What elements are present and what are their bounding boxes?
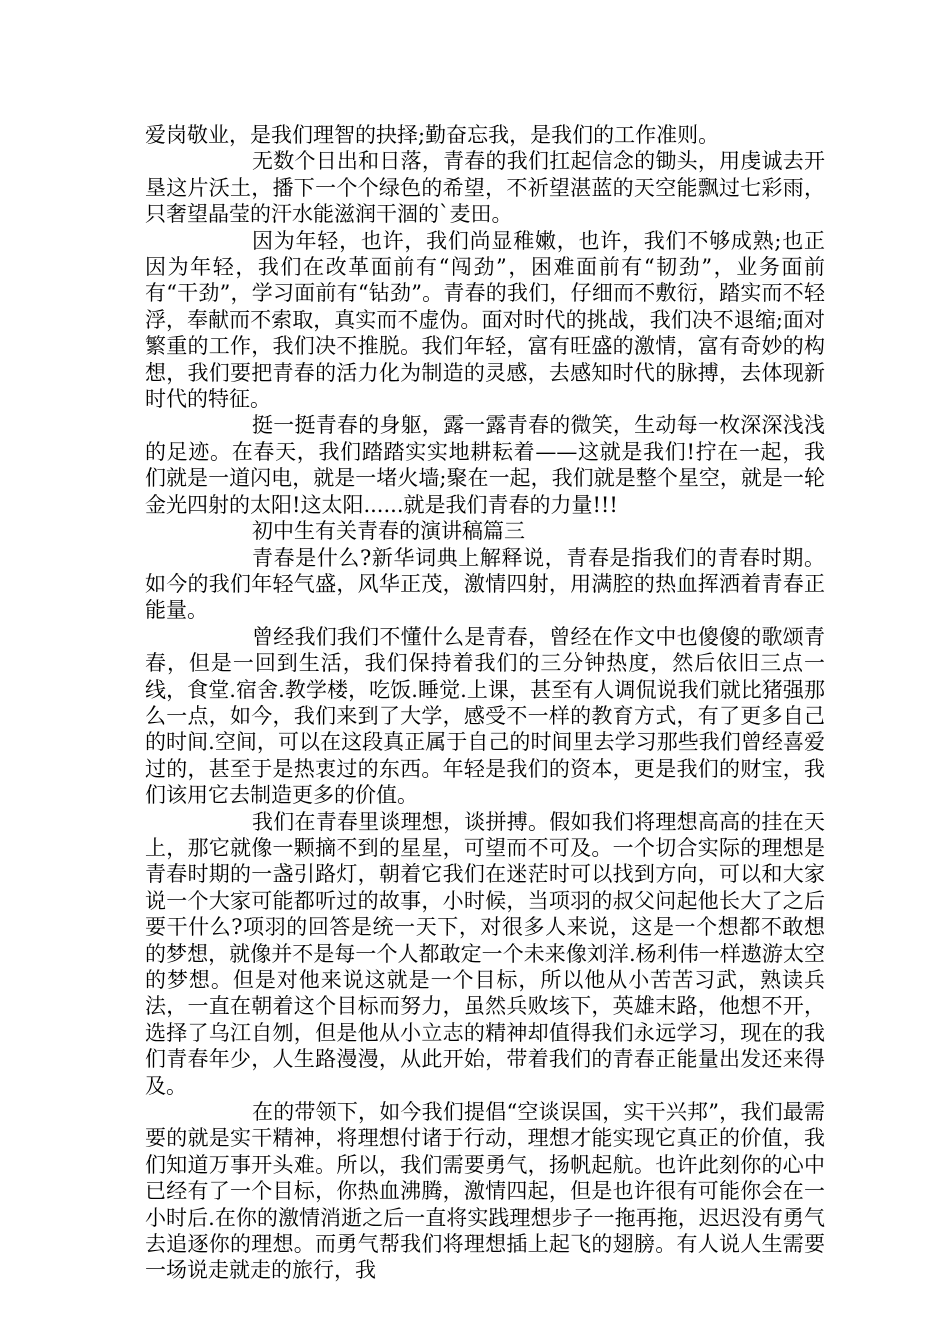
paragraph-4: 挺一挺青春的身躯，露一露青春的微笑，生动每一枚深深浅浅的足迹。在春天，我们踏踏实实地耕耘着——这就是我们!拧在一起，我们就是一道闪电，就是一堵火墙;聚在一起，我们就是整个星空，就是一轮金光四射的太阳!这太阳......就是我们青春的力量!!! [145, 413, 825, 517]
paragraph-7: 我们在青春里谈理想，谈拼搏。假如我们将理想高高的挂在天上，那它就像一颗摘不到的星星，可望而不可及。一个切合实际的理想是青春时期的一盏引路灯，朝着它我们在迷茫时可以找到方向，可以和大家说一个大家可能都听过的故事，小时候，当项羽的叔父问起他长大了之后要干什么?项羽的回答是统一天下，对很多人来说，这是一个想都不敢想的梦想，就像并不是每一个人都敢定一个未来像刘洋.杨利伟一样遨游太空的梦想。但是对他来说这就是一个目标，所以他从小苦苦习武，熟读兵法，一直在朝着这个目标而努力，虽然兵败垓下，英雄末路，他想不开，选择了乌江自刎，但是他从小立志的精神却值得我们永远学习，现在的我们青春年少，人生路漫漫，从此开始，带着我们的青春正能量出发还来得及。 [145, 809, 825, 1098]
section-heading: 初中生有关青春的演讲稿篇三 [252, 519, 525, 544]
paragraph-8: 在的带领下，如今我们提倡“空谈误国，实干兴邦”，我们最需要的就是实干精神，将理想付诸于行动，理想才能实现它真正的价值，我们知道万事开头难。所以，我们需要勇气，扬帆起航。也许此刻你的心中已经有了一个目标，你热血沸腾，激情四起，但是也许很有可能你会在一小时后.在你的激情消逝之后一直将实践理想步子一拖再拖，迟迟没有勇气去追逐你的理想。而勇气帮我们将理想插上起飞的翅膀。有人说人生需要一场说走就走的旅行，我 [145, 1100, 825, 1283]
paragraph-5: 青春是什么?新华词典上解释说，青春是指我们的青春时期。如今的我们年轻气盛，风华正茂，激情四射，用满腔的热血挥洒着青春正能量。 [145, 545, 825, 623]
paragraph-2: 无数个日出和日落，青春的我们扛起信念的锄头，用虔诚去开垦这片沃土，播下一个个绿色的希望，不祈望湛蓝的天空能飘过七彩雨，只奢望晶莹的汗水能滋润干涸的`麦田。 [145, 149, 825, 227]
paragraph-3: 因为年轻，也许，我们尚显稚嫩，也许，我们不够成熟;也正因为年轻，我们在改革面前有“闯劲”，困难面前有“韧劲”，业务面前有“干劲”，学习面前有“钻劲”。青春的我们，仔细而不敷衍，踏实而不轻浮，奉献而不索取，真实而不虚伪。面对时代的挑战，我们决不退缩;面对繁重的工作，我们决不推脱。我们年轻，富有旺盛的激情，富有奇妙的构想，我们要把青春的活力化为制造的灵感，去感知时代的脉搏，去体现新时代的特征。 [145, 228, 825, 412]
paragraph-1: 爱岗敬业，是我们理智的抉择;勤奋忘我，是我们的工作准则。 [145, 123, 720, 147]
paragraph-6: 曾经我们我们不懂什么是青春，曾经在作文中也傻傻的歌颂青春，但是一回到生活，我们保持着我们的三分钟热度，然后依旧三点一线，食堂.宿舍.教学楼，吃饭.睡觉.上课，甚至有人调侃说我们就比猪强那么一点，如今，我们来到了大学，感受不一样的教育方式，有了更多自己的时间.空间，可以在这段真正属于自己的时间里去学习那些我们曾经喜爱过的，甚至于是热衷过的东西。年轻是我们的资本，更是我们的财宝，我们该用它去制造更多的价值。 [145, 624, 825, 808]
document-body [145, 122, 825, 1284]
